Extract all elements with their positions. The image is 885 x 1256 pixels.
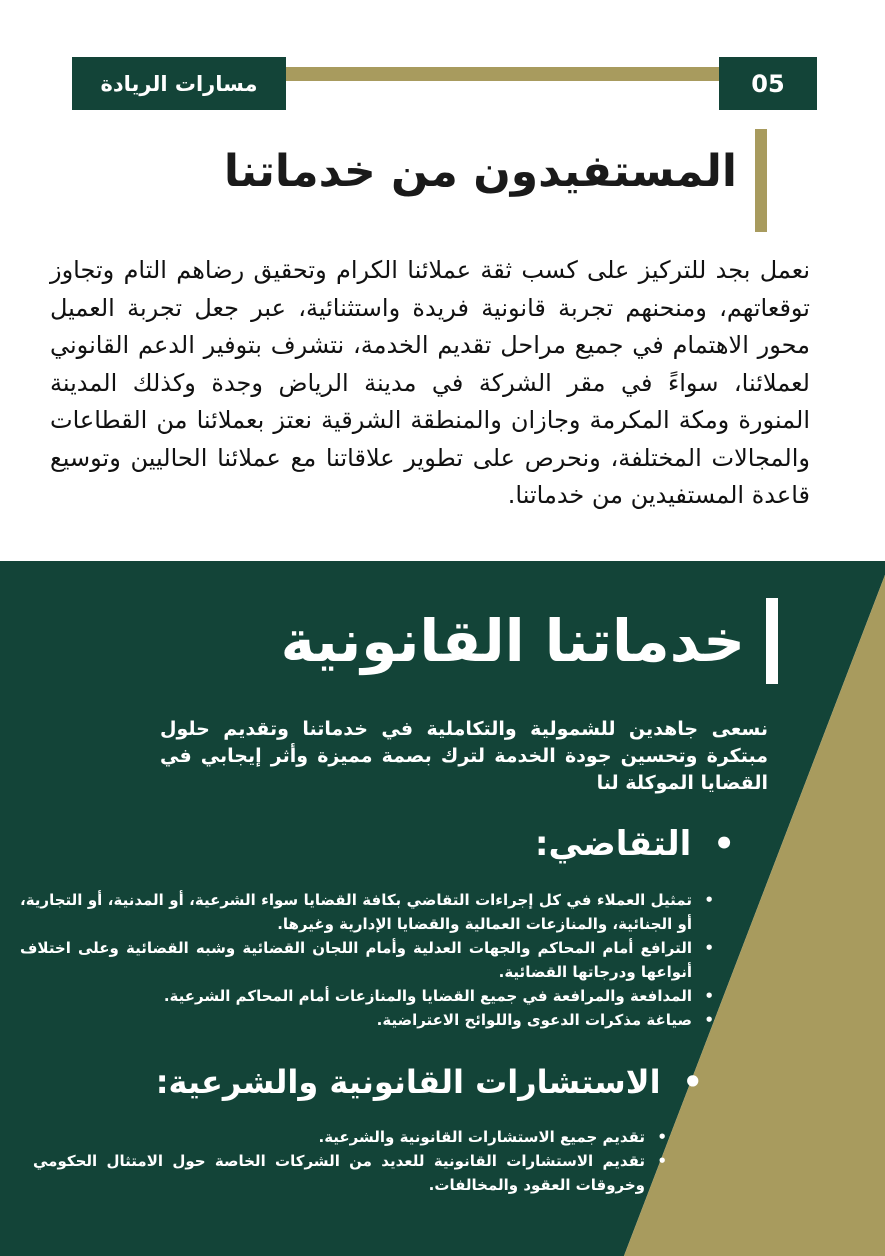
bullet-icon: • — [704, 987, 714, 1005]
bullet-icon: • — [657, 1152, 667, 1170]
bullet-icon: • — [713, 824, 735, 864]
bullet-icon: • — [704, 939, 714, 957]
page-number: 05 — [719, 57, 817, 110]
title-accent-bar — [755, 129, 767, 232]
list-item: • تقديم جميع الاستشارات القانونية والشرعية. — [33, 1125, 673, 1149]
services-intro: نسعى جاهدين للشمولية والتكاملية في خدماتنا وتقديم حلول مبتكرة وتحسين جودة الخدمة لترك بصمة مميزة وأثر إيجابي في القضايا الموكلة لنا — [160, 718, 768, 794]
beneficiaries-title: المستفيدون من خدماتنا — [223, 146, 737, 197]
header-divider-line — [284, 67, 724, 81]
list-item: • تمثيل العملاء في كل إجراءات التقاضي بكافة القضايا سواء الشرعية، أو المدنية، أو التجارية، أو الجنائية، والمنازعات العمالية والقضايا الإدارية وغيرها. — [20, 888, 720, 936]
services-title-accent-bar — [766, 598, 778, 684]
services-title: خدماتنا القانونية — [280, 607, 745, 675]
bullet-icon: • — [657, 1128, 667, 1146]
litigation-list — [20, 888, 720, 1032]
list-item: • صياغة مذكرات الدعوى واللوائح الاعتراضية. — [20, 1008, 720, 1032]
section-tag: مسارات الريادة — [72, 57, 286, 110]
bullet-icon: • — [704, 1011, 714, 1029]
list-item: • الترافع أمام المحاكم والجهات العدلية وأمام اللجان القضائية وشبه القضائية وعلى اختلاف أنواعها ودرجاتها القضائية. — [20, 936, 720, 984]
consulting-heading-text: الاستشارات القانونية والشرعية: — [155, 1063, 661, 1101]
litigation-heading-text: التقاضي: — [534, 824, 692, 864]
consulting-list — [33, 1125, 673, 1197]
bullet-icon: • — [682, 1063, 703, 1101]
beneficiaries-paragraph: نعمل بجد للتركيز على كسب ثقة عملائنا الكرام وتحقيق رضاهم التام وتجاوز توقعاتهم، ومنحنهم تجربة قانونية فريدة واستثنائية، عبر جعل تجربة العميل محور الاهتمام في جميع مراحل تقديم الخدمة، نتشرف بتوفير الدعم القانوني لعملائنا، سواءً في مقر الشركة في مدينة الرياض وجدة وكذلك المدينة المنورة ومكة المكرمة وجازان والمنطقة الشرقية نعتز بعملائنا من القطاعات والمجالات المختلفة، ونحرص على تطوير علاقاتنا مع عملائنا الحاليين وتوسيع قاعدة المستفيدين من خدماتنا. — [50, 256, 810, 509]
litigation-heading — [235, 820, 735, 868]
list-item: • تقديم الاستشارات القانونية للعديد من الشركات الخاصة حول الامتثال الحكومي وخروقات العقود والمخالفات. — [33, 1149, 673, 1197]
bullet-icon: • — [704, 891, 714, 909]
consulting-heading — [83, 1058, 703, 1106]
list-item: • المدافعة والمرافعة في جميع القضايا والمنازعات أمام المحاكم الشرعية. — [20, 984, 720, 1008]
